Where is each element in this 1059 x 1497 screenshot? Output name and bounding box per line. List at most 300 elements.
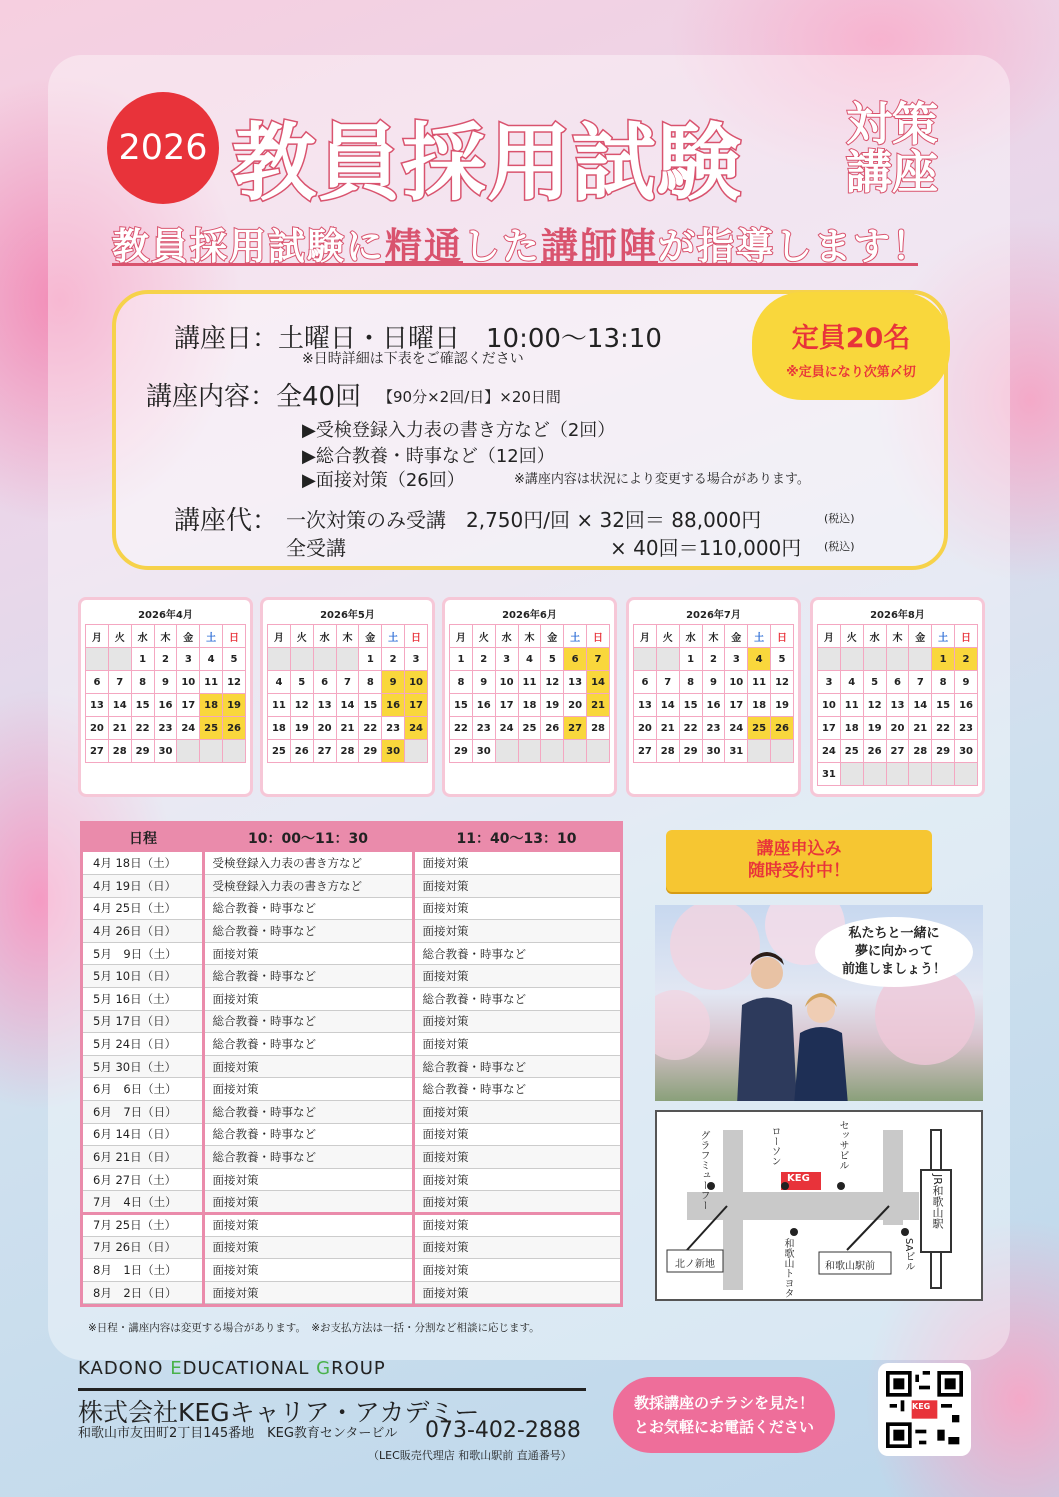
schedule-date: 5月 16日（土） bbox=[83, 988, 203, 1011]
calendar-day: 24 bbox=[818, 740, 841, 763]
schedule-morning: 面接対策 bbox=[203, 1214, 413, 1237]
fee-line-2-price: × 40回＝110,000円 bbox=[610, 536, 802, 560]
weekday-header: 金 bbox=[909, 625, 932, 648]
calendar-empty-cell bbox=[656, 648, 679, 671]
calendar-day: 9 bbox=[154, 671, 177, 694]
calendar-day: 7 bbox=[336, 671, 359, 694]
calendar-day: 31 bbox=[725, 740, 748, 763]
calendar-day: 18 bbox=[518, 694, 541, 717]
calendar-month bbox=[78, 597, 253, 797]
calendar-day: 27 bbox=[886, 740, 909, 763]
calendar-empty-cell bbox=[336, 648, 359, 671]
calendar-title: 2026年8月 bbox=[870, 610, 925, 621]
weekday-header: 金 bbox=[177, 625, 200, 648]
calendar-day: 21 bbox=[909, 717, 932, 740]
calendar-day: 8 bbox=[679, 671, 702, 694]
calendar-day: 1 bbox=[932, 648, 955, 671]
calendar-day: 28 bbox=[336, 740, 359, 763]
weekday-header: 日 bbox=[223, 625, 246, 648]
calendar-day: 15 bbox=[932, 694, 955, 717]
content-note: ※講座内容は状況により変更する場合があります。 bbox=[514, 472, 810, 487]
weekday-header: 水 bbox=[131, 625, 154, 648]
weekday-header: 火 bbox=[472, 625, 495, 648]
calendar-day: 26 bbox=[223, 717, 246, 740]
bubble-line: とお気軽にお電話ください bbox=[633, 1418, 814, 1436]
calendar-day: 16 bbox=[702, 694, 725, 717]
calendar-day: 16 bbox=[472, 694, 495, 717]
calendar-day: 26 bbox=[541, 717, 564, 740]
schedule-date: 5月 17日（日） bbox=[83, 1010, 203, 1033]
schedule-date: 5月 30日（土） bbox=[83, 1055, 203, 1078]
calendar-day: 31 bbox=[818, 763, 841, 786]
calendar-day: 3 bbox=[405, 648, 428, 671]
calendar-day: 30 bbox=[472, 740, 495, 763]
schedule-morning: 面接対策 bbox=[203, 988, 413, 1011]
schedule-date: 7月 25日（土） bbox=[83, 1214, 203, 1237]
calendar-day: 4 bbox=[200, 648, 223, 671]
group-word: DUCATIONAL bbox=[182, 1358, 317, 1379]
weekday-header: 日 bbox=[771, 625, 794, 648]
calendar-day: 4 bbox=[840, 671, 863, 694]
qr-code[interactable] bbox=[878, 1363, 971, 1456]
qr-label: KEG bbox=[912, 1402, 931, 1411]
calendar-day: 6 bbox=[634, 671, 657, 694]
calendar-day: 8 bbox=[932, 671, 955, 694]
speech-line: 私たちと一緒に bbox=[848, 926, 940, 941]
schedule-morning: 総合教養・時事など bbox=[203, 920, 413, 943]
schedule-morning: 面接対策 bbox=[203, 1055, 413, 1078]
year-badge: 2026 bbox=[107, 92, 219, 204]
schedule-morning: 総合教養・時事など bbox=[203, 1123, 413, 1146]
apply-line-1: 講座申込み bbox=[756, 839, 842, 859]
calendar-day: 18 bbox=[840, 717, 863, 740]
calendar-day: 2 bbox=[702, 648, 725, 671]
calendar-day: 14 bbox=[656, 694, 679, 717]
calendar-day: 17 bbox=[725, 694, 748, 717]
calendar-day: 21 bbox=[656, 717, 679, 740]
schedule-afternoon: 面接対策 bbox=[413, 1259, 620, 1282]
schedule-row bbox=[83, 1010, 620, 1033]
calendar-day: 13 bbox=[313, 694, 336, 717]
weekday-header: 火 bbox=[656, 625, 679, 648]
apply-ribbon bbox=[666, 830, 932, 892]
calendar-empty-cell bbox=[177, 740, 200, 763]
title-sub-1: 対策 bbox=[846, 97, 938, 151]
calendar-day: 4 bbox=[268, 671, 291, 694]
calendar-day: 19 bbox=[541, 694, 564, 717]
calendar-day: 29 bbox=[450, 740, 473, 763]
calendar-day: 25 bbox=[840, 740, 863, 763]
schedule-row bbox=[83, 942, 620, 965]
weekday-header: 金 bbox=[359, 625, 382, 648]
calendar-day: 25 bbox=[200, 717, 223, 740]
schedule-date: 7月 26日（日） bbox=[83, 1236, 203, 1259]
schedule-row bbox=[83, 1146, 620, 1169]
schedule-morning: 総合教養・時事など bbox=[203, 1033, 413, 1056]
weekday-header: 月 bbox=[450, 625, 473, 648]
calendar-day: 18 bbox=[748, 694, 771, 717]
calendar-day: 3 bbox=[725, 648, 748, 671]
weekday-header: 土 bbox=[932, 625, 955, 648]
weekday-header: 土 bbox=[200, 625, 223, 648]
calendar-empty-cell bbox=[200, 740, 223, 763]
tagline-part: が指導します！ bbox=[658, 225, 931, 268]
calendar-day: 3 bbox=[177, 648, 200, 671]
schedule-morning: 受検登録入力表の書き方など bbox=[203, 875, 413, 898]
calendar-day: 19 bbox=[223, 694, 246, 717]
calendar-day: 6 bbox=[564, 648, 587, 671]
calendar-day: 18 bbox=[268, 717, 291, 740]
schedule-morning: 面接対策 bbox=[203, 1078, 413, 1101]
schedule-date: 4月 19日（日） bbox=[83, 875, 203, 898]
schedule-row bbox=[83, 1123, 620, 1146]
calendar-day: 27 bbox=[313, 740, 336, 763]
calendar-empty-cell bbox=[405, 740, 428, 763]
calendar-empty-cell bbox=[564, 740, 587, 763]
schedule-afternoon: 面接対策 bbox=[413, 965, 620, 988]
calendar-day: 5 bbox=[771, 648, 794, 671]
calendar-empty-cell bbox=[495, 740, 518, 763]
schedule-morning: 総合教養・時事など bbox=[203, 965, 413, 988]
speech-line: 前進しましょう！ bbox=[841, 962, 946, 977]
calendar-day: 20 bbox=[886, 717, 909, 740]
calendar-day: 13 bbox=[86, 694, 109, 717]
schedule-afternoon: 総合教養・時事など bbox=[413, 988, 620, 1011]
schedule-row bbox=[83, 1191, 620, 1214]
calendar-day: 20 bbox=[564, 694, 587, 717]
calendar-empty-cell bbox=[863, 763, 886, 786]
calendar-day: 19 bbox=[863, 717, 886, 740]
course-content-detail: 【90分×2回/日】×20日間 bbox=[378, 388, 561, 406]
calendar-day: 11 bbox=[748, 671, 771, 694]
group-name bbox=[78, 1358, 386, 1379]
weekday-header: 火 bbox=[108, 625, 131, 648]
calendar-day: 24 bbox=[495, 717, 518, 740]
calendar-day: 1 bbox=[359, 648, 382, 671]
calendar-month bbox=[626, 597, 801, 797]
calendar-day: 15 bbox=[450, 694, 473, 717]
calendar-day: 11 bbox=[518, 671, 541, 694]
calendar-day: 11 bbox=[268, 694, 291, 717]
calendar-day: 28 bbox=[587, 717, 610, 740]
calendar-day: 4 bbox=[748, 648, 771, 671]
bubble-line: 教採講座のチラシを見た！ bbox=[633, 1394, 814, 1412]
calendar-day: 9 bbox=[382, 671, 405, 694]
calendar-day: 2 bbox=[154, 648, 177, 671]
calendar-day: 20 bbox=[313, 717, 336, 740]
calendar-empty-cell bbox=[223, 740, 246, 763]
call-bubble bbox=[613, 1377, 835, 1453]
tax-note: (税込) bbox=[824, 540, 855, 553]
group-letter: E bbox=[170, 1358, 183, 1379]
calendar-day: 12 bbox=[223, 671, 246, 694]
schedule-date: 5月 24日（日） bbox=[83, 1033, 203, 1056]
calendar-day: 15 bbox=[359, 694, 382, 717]
schedule-row bbox=[83, 1055, 620, 1078]
calendar-day: 24 bbox=[725, 717, 748, 740]
calendar-day: 10 bbox=[725, 671, 748, 694]
calendar-day: 22 bbox=[679, 717, 702, 740]
schedule-afternoon: 面接対策 bbox=[413, 1033, 620, 1056]
course-date: 講座日：土曜日・日曜日 10:00～13:10 bbox=[174, 324, 662, 354]
calendar-day: 11 bbox=[200, 671, 223, 694]
calendar-day: 9 bbox=[472, 671, 495, 694]
schedule-afternoon: 総合教養・時事など bbox=[413, 1055, 620, 1078]
weekday-header: 水 bbox=[679, 625, 702, 648]
phone-number[interactable]: 073-402-2888 bbox=[425, 1418, 581, 1443]
instructor-woman bbox=[790, 985, 852, 1101]
schedule-afternoon: 面接対策 bbox=[413, 1146, 620, 1169]
calendar-day: 15 bbox=[679, 694, 702, 717]
calendar-empty-cell bbox=[909, 648, 932, 671]
calendar-day: 23 bbox=[154, 717, 177, 740]
weekday-header: 木 bbox=[886, 625, 909, 648]
schedule-morning: 総合教養・時事など bbox=[203, 1010, 413, 1033]
calendar-day: 1 bbox=[450, 648, 473, 671]
schedule-note: ※日程・講座内容は変更する場合があります。 ※お支払方法は一括・分割など相談に応じます。 bbox=[88, 1322, 540, 1334]
calendar-empty-cell bbox=[771, 740, 794, 763]
weekday-header: 日 bbox=[587, 625, 610, 648]
schedule-afternoon: 面接対策 bbox=[413, 1236, 620, 1259]
calendar-day: 27 bbox=[86, 740, 109, 763]
schedule-header-date: 日程 bbox=[83, 824, 203, 852]
calendar-day: 21 bbox=[108, 717, 131, 740]
calendar-day: 6 bbox=[886, 671, 909, 694]
schedule-date: 6月 6日（土） bbox=[83, 1078, 203, 1101]
calendar-day: 13 bbox=[634, 694, 657, 717]
content-item: ▶受検登録入力表の書き方など（2回） bbox=[302, 420, 616, 441]
weekday-header: 火 bbox=[290, 625, 313, 648]
capacity-note: ※定員になり次第〆切 bbox=[786, 365, 916, 380]
map-sbld: SAビル bbox=[903, 1238, 914, 1272]
calendar-day: 1 bbox=[679, 648, 702, 671]
calendar-empty-cell bbox=[518, 740, 541, 763]
calendar-day: 16 bbox=[154, 694, 177, 717]
schedule-date: 6月 7日（日） bbox=[83, 1101, 203, 1124]
calendar-day: 15 bbox=[131, 694, 154, 717]
schedule-morning: 面接対策 bbox=[203, 1281, 413, 1304]
weekday-header: 土 bbox=[748, 625, 771, 648]
schedule-afternoon: 面接対策 bbox=[413, 875, 620, 898]
schedule-row bbox=[83, 1236, 620, 1259]
calendar-day: 29 bbox=[679, 740, 702, 763]
calendar-day: 12 bbox=[771, 671, 794, 694]
schedule-afternoon: 面接対策 bbox=[413, 1191, 620, 1214]
calendar-day: 24 bbox=[177, 717, 200, 740]
weekday-header: 金 bbox=[725, 625, 748, 648]
calendar-day: 20 bbox=[86, 717, 109, 740]
calendar-day: 5 bbox=[290, 671, 313, 694]
calendar-day: 16 bbox=[955, 694, 978, 717]
calendar-day: 5 bbox=[541, 648, 564, 671]
title-sub-2: 講座 bbox=[846, 145, 938, 199]
calendar-day: 23 bbox=[472, 717, 495, 740]
weekday-header: 木 bbox=[702, 625, 725, 648]
schedule-date: 8月 1日（土） bbox=[83, 1259, 203, 1282]
calendar-empty-cell bbox=[634, 648, 657, 671]
company-name: 株式会社KEGキャリア・アカデミー bbox=[78, 1388, 586, 1429]
tagline bbox=[112, 216, 931, 268]
map-station-front: 和歌山駅前 bbox=[825, 1261, 875, 1272]
map-jr-station: JR和歌山駅 bbox=[931, 1174, 944, 1229]
calendar-title: 2026年6月 bbox=[502, 610, 557, 621]
schedule-date: 4月 25日（土） bbox=[83, 897, 203, 920]
weekday-header: 日 bbox=[955, 625, 978, 648]
weekday-header: 火 bbox=[840, 625, 863, 648]
calendar-day: 26 bbox=[771, 717, 794, 740]
content-item: ▶面接対策（26回） bbox=[302, 470, 465, 491]
calendar-day: 10 bbox=[818, 694, 841, 717]
calendar-empty-cell bbox=[313, 648, 336, 671]
calendar-day: 25 bbox=[748, 717, 771, 740]
map-kitanoshinchi: 北ノ新地 bbox=[675, 1259, 715, 1270]
calendar-month bbox=[260, 597, 435, 797]
calendar-day: 30 bbox=[154, 740, 177, 763]
calendar-month bbox=[810, 597, 985, 797]
group-letter: K bbox=[78, 1358, 91, 1379]
schedule-date: 6月 14日（日） bbox=[83, 1123, 203, 1146]
schedule-afternoon: 面接対策 bbox=[413, 1010, 620, 1033]
speech-line: 夢に向かって bbox=[854, 944, 933, 959]
calendar-day: 9 bbox=[702, 671, 725, 694]
calendar-empty-cell bbox=[108, 648, 131, 671]
calendar-day: 10 bbox=[495, 671, 518, 694]
schedule-morning: 面接対策 bbox=[203, 1259, 413, 1282]
group-word: ADONO bbox=[90, 1358, 171, 1379]
map-sessa: セッサビル bbox=[837, 1120, 848, 1170]
schedule-row bbox=[83, 852, 620, 875]
schedule-date: 8月 2日（日） bbox=[83, 1281, 203, 1304]
calendar-day: 23 bbox=[955, 717, 978, 740]
calendar-day: 29 bbox=[932, 740, 955, 763]
tagline-part: 教員採用試験に bbox=[112, 225, 385, 268]
calendar-day: 5 bbox=[223, 648, 246, 671]
schedule-afternoon: 総合教養・時事など bbox=[413, 942, 620, 965]
schedule-afternoon: 面接対策 bbox=[413, 1101, 620, 1124]
calendar-empty-cell bbox=[818, 648, 841, 671]
calendar-day: 16 bbox=[382, 694, 405, 717]
instructors-photo bbox=[655, 905, 983, 1101]
calendar-day: 5 bbox=[863, 671, 886, 694]
calendar-empty-cell bbox=[840, 648, 863, 671]
calendar-day: 10 bbox=[405, 671, 428, 694]
calendar-day: 25 bbox=[518, 717, 541, 740]
schedule-date: 6月 27日（土） bbox=[83, 1168, 203, 1191]
calendar-day: 26 bbox=[863, 740, 886, 763]
calendar-empty-cell bbox=[909, 763, 932, 786]
calendar-day: 4 bbox=[518, 648, 541, 671]
calendar-title: 2026年4月 bbox=[138, 610, 193, 621]
calendar-day: 3 bbox=[495, 648, 518, 671]
group-letter: G bbox=[316, 1358, 332, 1379]
calendar-month bbox=[442, 597, 617, 797]
calendar-day: 19 bbox=[290, 717, 313, 740]
schedule-date: 7月 4日（土） bbox=[83, 1191, 203, 1214]
weekday-header: 水 bbox=[495, 625, 518, 648]
calendar-day: 29 bbox=[131, 740, 154, 763]
schedule-row bbox=[83, 897, 620, 920]
schedule-morning: 面接対策 bbox=[203, 1236, 413, 1259]
schedule-row bbox=[83, 1078, 620, 1101]
weekday-header: 土 bbox=[564, 625, 587, 648]
weekday-header: 水 bbox=[313, 625, 336, 648]
calendar-day: 1 bbox=[131, 648, 154, 671]
calendar-day: 8 bbox=[450, 671, 473, 694]
title-subtitle bbox=[846, 97, 956, 199]
schedule-row bbox=[83, 875, 620, 898]
calendar-day: 2 bbox=[472, 648, 495, 671]
schedule-afternoon: 面接対策 bbox=[413, 852, 620, 875]
calendar-day: 22 bbox=[450, 717, 473, 740]
schedule-row bbox=[83, 1033, 620, 1056]
weekday-header: 木 bbox=[518, 625, 541, 648]
calendar-day: 22 bbox=[131, 717, 154, 740]
calendar-day: 11 bbox=[840, 694, 863, 717]
map-lawson: ローソン bbox=[769, 1126, 780, 1166]
schedule-row bbox=[83, 1168, 620, 1191]
calendar-empty-cell bbox=[886, 763, 909, 786]
calendar-day: 12 bbox=[863, 694, 886, 717]
calendar-day: 20 bbox=[634, 717, 657, 740]
tagline-emphasis: 精通 bbox=[385, 225, 463, 268]
speech-bubble bbox=[815, 917, 973, 987]
group-word: ROUP bbox=[331, 1358, 386, 1379]
schedule-header-morning: 10：00～11：30 bbox=[203, 824, 413, 852]
weekday-header: 月 bbox=[86, 625, 109, 648]
calendar-empty-cell bbox=[268, 648, 291, 671]
course-date-note: ※日時詳細は下表をご確認ください bbox=[302, 351, 524, 367]
calendar-day: 8 bbox=[131, 671, 154, 694]
calendar-day: 7 bbox=[108, 671, 131, 694]
calendar-day: 23 bbox=[702, 717, 725, 740]
fee-line-2: 全受講 bbox=[286, 536, 346, 560]
calendar-day: 7 bbox=[656, 671, 679, 694]
schedule-afternoon: 面接対策 bbox=[413, 1214, 620, 1237]
calendar-day: 17 bbox=[177, 694, 200, 717]
calendar-day: 13 bbox=[564, 671, 587, 694]
calendar-day: 28 bbox=[656, 740, 679, 763]
calendar-day: 13 bbox=[886, 694, 909, 717]
calendar-day: 8 bbox=[359, 671, 382, 694]
schedule-afternoon: 面接対策 bbox=[413, 920, 620, 943]
calendar-day: 6 bbox=[86, 671, 109, 694]
schedule-afternoon: 面接対策 bbox=[413, 1123, 620, 1146]
calendar-title: 2026年5月 bbox=[320, 610, 375, 621]
calendar-empty-cell bbox=[840, 763, 863, 786]
calendar-empty-cell bbox=[748, 740, 771, 763]
tagline-part: した bbox=[463, 225, 541, 268]
fee-label: 講座代： bbox=[174, 506, 279, 536]
access-map bbox=[655, 1110, 983, 1301]
calendar-day: 27 bbox=[564, 717, 587, 740]
schedule-morning: 総合教養・時事など bbox=[203, 897, 413, 920]
tagline-emphasis: 講師陣 bbox=[541, 225, 658, 268]
calendar-empty-cell bbox=[886, 648, 909, 671]
calendar-day: 30 bbox=[702, 740, 725, 763]
weekday-header: 月 bbox=[634, 625, 657, 648]
schedule-row bbox=[83, 1259, 620, 1282]
calendar-day: 2 bbox=[955, 648, 978, 671]
schedule-afternoon: 総合教養・時事など bbox=[413, 1078, 620, 1101]
calendar-day: 28 bbox=[108, 740, 131, 763]
schedule-header-afternoon: 11：40～13：10 bbox=[413, 824, 620, 852]
schedule-row bbox=[83, 1101, 620, 1124]
calendar-day: 21 bbox=[587, 694, 610, 717]
calendar-day: 22 bbox=[359, 717, 382, 740]
schedule-morning: 面接対策 bbox=[203, 1191, 413, 1214]
calendar-empty-cell bbox=[863, 648, 886, 671]
schedule-morning: 受検登録入力表の書き方など bbox=[203, 852, 413, 875]
